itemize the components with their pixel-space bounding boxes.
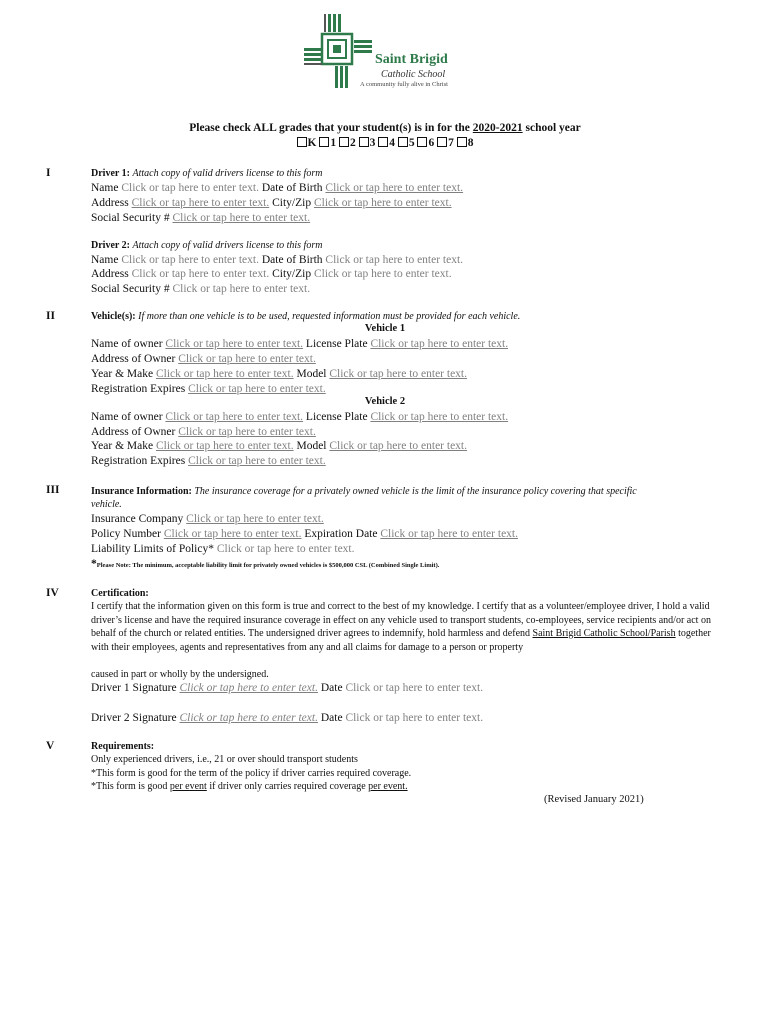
driver-1-note: Attach copy of valid drivers license to this form bbox=[132, 168, 323, 179]
section-4-number: IV bbox=[46, 587, 59, 599]
vehicle-2-plate-field[interactable]: Click or tap here to enter text. bbox=[370, 411, 509, 423]
driver-1-title: Driver 1: bbox=[91, 168, 130, 179]
plate-label: License Plate bbox=[305, 411, 368, 423]
cityzip-label: City/Zip bbox=[272, 197, 312, 209]
driver-2-dob-field[interactable]: Click or tap here to enter text. bbox=[325, 254, 464, 266]
expiration-date-field[interactable]: Click or tap here to enter text. bbox=[380, 528, 518, 540]
vehicle-1-owner-row bbox=[91, 337, 508, 351]
driver-2-ssn-row bbox=[91, 282, 310, 296]
plate-label: License Plate bbox=[305, 338, 368, 350]
vehicle-1-model-field[interactable]: Click or tap here to enter text. bbox=[329, 368, 468, 380]
school-parish-name: Saint Brigid Catholic School/Parish bbox=[532, 628, 676, 639]
section-2-number: II bbox=[46, 310, 55, 322]
registration-label: Registration Expires bbox=[91, 455, 186, 467]
driver-1-ssn-field[interactable]: Click or tap here to enter text. bbox=[172, 212, 311, 224]
driver-1-signature-row bbox=[91, 681, 483, 695]
driver-2-address-field[interactable]: Click or tap here to enter text. bbox=[131, 268, 270, 280]
checkbox[interactable] bbox=[417, 137, 427, 147]
revised-date: (Revised January 2021) bbox=[544, 794, 644, 805]
owner-address-label: Address of Owner bbox=[91, 353, 176, 365]
model-label: Model bbox=[296, 440, 327, 452]
vehicle-1-owner-field[interactable]: Click or tap here to enter text. bbox=[165, 338, 304, 350]
vehicle-1-registration-field[interactable]: Click or tap here to enter text. bbox=[188, 383, 326, 395]
vehicle-1-yearmake-row bbox=[91, 367, 467, 381]
ssn-label: Social Security # bbox=[91, 283, 170, 295]
section-5-number: V bbox=[46, 740, 55, 752]
liability-footnote bbox=[91, 557, 439, 573]
vehicle-2-registration-field[interactable]: Click or tap here to enter text. bbox=[188, 455, 326, 467]
checkbox[interactable] bbox=[437, 137, 447, 147]
vehicle-2-registration-row bbox=[91, 454, 326, 468]
yearmake-label: Year & Make bbox=[91, 440, 154, 452]
owner-label: Name of owner bbox=[91, 338, 163, 350]
vehicle-1-plate-field[interactable]: Click or tap here to enter text. bbox=[370, 338, 509, 350]
model-label: Model bbox=[296, 368, 327, 380]
company-label: Insurance Company bbox=[91, 513, 184, 525]
liability-limits-field[interactable]: Click or tap here to enter text. bbox=[216, 543, 355, 555]
vehicle-2-owner-address-field[interactable]: Click or tap here to enter text. bbox=[178, 426, 316, 438]
school-year: 2020-2021 bbox=[472, 122, 523, 134]
driver-2-heading bbox=[91, 239, 322, 253]
vehicle-1-registration-row bbox=[91, 382, 326, 396]
logo-name: Saint Brigid bbox=[375, 52, 448, 67]
driver-1-signature-field[interactable]: Click or tap here to enter text. bbox=[179, 682, 318, 694]
certification-text-a: I certify that the information given on this form is true and correct to the best of my knowledge. I certify that as a volunteer/employee driver, I hold a valid driver’s license and have the required insurance coverage in effect on any vehicle used to transport students, co-employees, service recipients and/or act on behalf of the church or related entities. The undersigned driver agrees to indemnify, hold harmless and defend bbox=[91, 601, 711, 639]
grade-3[interactable]: 3 bbox=[359, 137, 376, 149]
vehicle-2-yearmake-row bbox=[91, 439, 467, 453]
grade-5[interactable]: 5 bbox=[398, 137, 415, 149]
grade-7[interactable]: 7 bbox=[437, 137, 454, 149]
vehicle-2-owner-address-row bbox=[91, 425, 316, 439]
signature-label: Driver 2 Signature bbox=[91, 712, 177, 724]
address-label: Address bbox=[91, 197, 129, 209]
driver-2-address-row bbox=[91, 267, 452, 281]
policy-number-field[interactable]: Click or tap here to enter text. bbox=[163, 528, 302, 540]
driver-2-title: Driver 2: bbox=[91, 240, 130, 251]
insurance-note-cont: vehicle. bbox=[91, 499, 122, 510]
liability-row bbox=[91, 542, 355, 556]
checkbox[interactable] bbox=[457, 137, 467, 147]
signature-label: Driver 1 Signature bbox=[91, 682, 177, 694]
footnote-star: * bbox=[91, 558, 97, 570]
vehicle-2-yearmake-field[interactable]: Click or tap here to enter text. bbox=[155, 440, 294, 452]
grades-heading bbox=[0, 122, 770, 134]
name-label: Name bbox=[91, 254, 119, 266]
date-label: Date bbox=[320, 712, 343, 724]
yearmake-label: Year & Make bbox=[91, 368, 154, 380]
policy-row bbox=[91, 527, 518, 541]
requirements-title: Requirements: bbox=[91, 741, 155, 752]
date-label: Date bbox=[320, 682, 343, 694]
insurance-company-field[interactable]: Click or tap here to enter text. bbox=[186, 513, 324, 525]
vehicle-1-owner-address-field[interactable]: Click or tap here to enter text. bbox=[178, 353, 316, 365]
requirement-3-d: per event. bbox=[368, 781, 408, 792]
expiration-label: Expiration Date bbox=[304, 528, 378, 540]
checkbox[interactable] bbox=[297, 137, 307, 147]
driver-1-address-field[interactable]: Click or tap here to enter text. bbox=[131, 197, 270, 209]
grade-6[interactable]: 6 bbox=[417, 137, 434, 149]
vehicle-2-owner-field[interactable]: Click or tap here to enter text. bbox=[165, 411, 304, 423]
section-3-number: III bbox=[46, 484, 60, 496]
vehicle-1-owner-address-row bbox=[91, 352, 316, 366]
checkbox[interactable] bbox=[339, 137, 349, 147]
grade-1[interactable]: 1 bbox=[319, 137, 336, 149]
driver-2-note: Attach copy of valid drivers license to this form bbox=[132, 240, 323, 251]
driver-2-ssn-field[interactable]: Click or tap here to enter text. bbox=[172, 283, 311, 295]
checkbox[interactable] bbox=[359, 137, 369, 147]
logo-school: Catholic School bbox=[381, 69, 446, 80]
driver-1-ssn-row bbox=[91, 211, 310, 225]
insurance-title: Insurance Information: bbox=[91, 486, 192, 497]
dob-label: Date of Birth bbox=[261, 182, 323, 194]
ssn-label: Social Security # bbox=[91, 212, 170, 224]
grade-checkboxes bbox=[0, 137, 770, 149]
address-label: Address bbox=[91, 268, 129, 280]
driver-2-name-field[interactable]: Click or tap here to enter text. bbox=[121, 254, 259, 266]
vehicle-2-owner-row bbox=[91, 410, 508, 424]
requirement-3-b: per event bbox=[169, 781, 207, 792]
driver-1-name-row bbox=[91, 181, 463, 195]
checkbox[interactable] bbox=[398, 137, 408, 147]
insurance-heading bbox=[91, 485, 637, 499]
owner-address-label: Address of Owner bbox=[91, 426, 176, 438]
checkbox[interactable] bbox=[319, 137, 329, 147]
section-1-number: I bbox=[46, 167, 51, 179]
vehicle-1-yearmake-field[interactable]: Click or tap here to enter text. bbox=[155, 368, 294, 380]
requirement-2: *This form is good for the term of the policy if driver carries required coverage. bbox=[91, 768, 412, 779]
driver-2-signature-field[interactable]: Click or tap here to enter text. bbox=[179, 712, 318, 724]
driver-2-signature-row bbox=[91, 711, 483, 725]
requirement-3-c: if driver only carries required coverage bbox=[209, 781, 366, 792]
driver-1-cityzip-field[interactable]: Click or tap here to enter text. bbox=[313, 197, 452, 209]
vehicle-2-heading: Vehicle 2 bbox=[364, 396, 406, 407]
certification-text bbox=[91, 600, 726, 654]
grade-4[interactable]: 4 bbox=[378, 137, 395, 149]
name-label: Name bbox=[91, 182, 119, 194]
certification-text-b: together with their employees, agents and representatives from any and all claims for damage to a person or property bbox=[91, 628, 711, 653]
grades-prefix: Please check ALL grades that your student(s) is in for the bbox=[189, 122, 470, 134]
liability-label: Liability Limits of Policy* bbox=[91, 543, 214, 555]
certification-text-c: caused in part or wholly by the undersigned. bbox=[91, 669, 269, 680]
driver-1-date-field[interactable]: Click or tap here to enter text. bbox=[345, 682, 484, 694]
requirement-1: Only experienced drivers, i.e., 21 or over should transport students bbox=[91, 754, 358, 765]
owner-label: Name of owner bbox=[91, 411, 163, 423]
vehicles-note: If more than one vehicle is to be used, requested information must be provided for each vehicle. bbox=[138, 311, 521, 322]
vehicle-1-heading: Vehicle 1 bbox=[364, 323, 406, 334]
registration-label: Registration Expires bbox=[91, 383, 186, 395]
driver-2-name-row bbox=[91, 253, 463, 267]
requirement-3 bbox=[91, 780, 408, 794]
driver-2-date-field[interactable]: Click or tap here to enter text. bbox=[345, 712, 484, 724]
driver-2-cityzip-field[interactable]: Click or tap here to enter text. bbox=[313, 268, 452, 280]
certification-title: Certification: bbox=[91, 588, 149, 599]
insurance-note: The insurance coverage for a privately owned vehicle is the limit of the insurance policy covering that specific bbox=[194, 486, 637, 497]
driver-1-address-row bbox=[91, 196, 452, 210]
vehicles-heading bbox=[91, 310, 520, 324]
driver-1-dob-field[interactable]: Click or tap here to enter text. bbox=[325, 182, 464, 194]
dob-label: Date of Birth bbox=[261, 254, 323, 266]
grades-suffix: school year bbox=[525, 122, 581, 134]
logo-tagline: A community fully alive in Christ bbox=[360, 81, 448, 88]
checkbox[interactable] bbox=[378, 137, 388, 147]
requirement-3-a: *This form is good bbox=[91, 781, 168, 792]
grade-2[interactable]: 2 bbox=[339, 137, 356, 149]
policy-label: Policy Number bbox=[91, 528, 161, 540]
grade-k[interactable]: K bbox=[297, 137, 317, 149]
vehicle-2-model-field[interactable]: Click or tap here to enter text. bbox=[329, 440, 468, 452]
cityzip-label: City/Zip bbox=[272, 268, 312, 280]
driver-1-heading bbox=[91, 167, 322, 181]
insurance-company-row bbox=[91, 512, 324, 526]
driver-1-name-field[interactable]: Click or tap here to enter text. bbox=[121, 182, 259, 194]
footnote-text: Please Note: The minimum, acceptable liability limit for privately owned vehicles is $500,000 CSL (Combined Single Limit). bbox=[96, 562, 440, 569]
grade-8[interactable]: 8 bbox=[457, 137, 474, 149]
vehicles-title: Vehicle(s): bbox=[91, 311, 136, 322]
